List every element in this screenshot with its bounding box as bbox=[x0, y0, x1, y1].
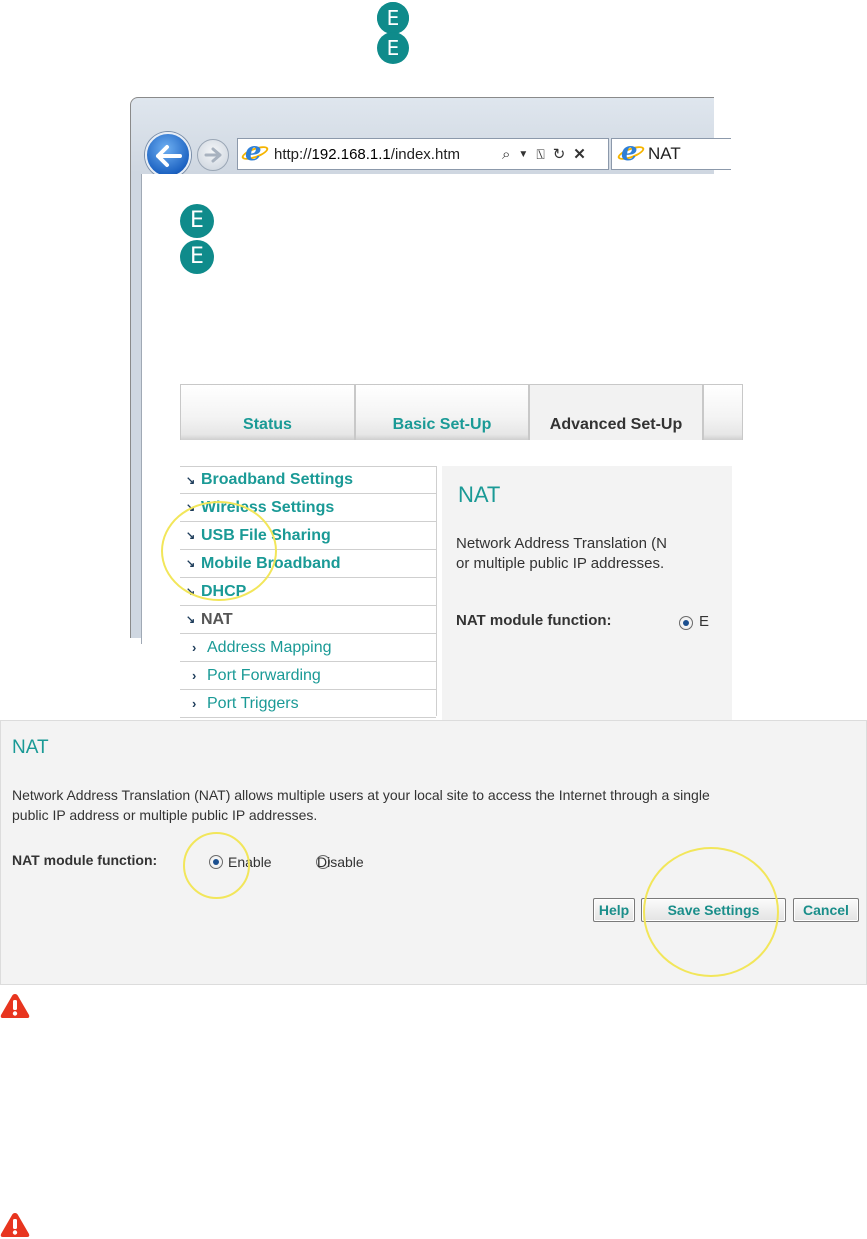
ie-icon: e bbox=[620, 143, 642, 165]
chevron-right-icon: › bbox=[192, 696, 197, 711]
tab-next[interactable] bbox=[703, 384, 743, 440]
highlight-circle bbox=[183, 832, 250, 899]
tab-title: NAT bbox=[648, 144, 681, 163]
router-logo-letter-2: E bbox=[180, 240, 214, 274]
arrow-icon: ↘ bbox=[186, 586, 196, 598]
menu-item-port-triggers[interactable]: › Port Triggers bbox=[180, 690, 436, 718]
ee-logo-letter-1: E bbox=[377, 2, 409, 34]
menu-item-wireless-settings[interactable]: ↘ Wireless Settings bbox=[180, 494, 436, 522]
arrow-icon: ↘ bbox=[186, 530, 196, 542]
compatibility-icon[interactable]: ⍂ bbox=[536, 145, 545, 162]
menu-item-nat[interactable]: ↘ NAT bbox=[180, 606, 436, 634]
save-settings-button[interactable]: Save Settings bbox=[641, 898, 786, 922]
enable-label[interactable]: Enable bbox=[228, 854, 272, 870]
url-text[interactable]: http://192.168.1.1/index.htm bbox=[274, 145, 460, 163]
address-bar[interactable] bbox=[237, 138, 609, 170]
arrow-icon: ↘ bbox=[186, 558, 196, 570]
forward-arrow-icon bbox=[204, 147, 222, 163]
main-nav bbox=[180, 384, 720, 440]
menu-item-port-forwarding[interactable]: › Port Forwarding bbox=[180, 662, 436, 690]
nat-module-function-label: NAT module function: bbox=[12, 852, 158, 868]
disable-label[interactable]: Disable bbox=[317, 854, 364, 870]
menu-item-address-mapping[interactable]: › Address Mapping bbox=[180, 634, 436, 662]
tab-status[interactable]: Status bbox=[180, 384, 355, 440]
highlight-circle bbox=[643, 847, 779, 977]
browser-tab-nat[interactable] bbox=[611, 138, 731, 170]
dropdown-icon[interactable]: ▼ bbox=[518, 148, 529, 160]
arrow-icon: ↘ bbox=[186, 614, 196, 626]
stop-icon[interactable]: ✕ bbox=[573, 146, 586, 163]
nat-panel-title: NAT bbox=[12, 737, 49, 758]
chevron-right-icon: › bbox=[192, 640, 197, 655]
description-line-1: Network Address Translation (N bbox=[456, 535, 667, 552]
tab-basic-setup[interactable]: Basic Set-Up bbox=[355, 384, 529, 440]
browser-window bbox=[130, 97, 714, 712]
page-title: NAT bbox=[458, 482, 501, 507]
enable-radio-label[interactable]: E bbox=[699, 613, 710, 630]
highlight-circle bbox=[161, 501, 277, 601]
cancel-button[interactable]: Cancel bbox=[793, 898, 859, 922]
description-line-2: or multiple public IP addresses. bbox=[456, 555, 665, 572]
tab-advanced-setup[interactable]: Advanced Set-Up bbox=[529, 384, 703, 440]
router-logo-letter-1: E bbox=[180, 204, 214, 238]
content-panel bbox=[442, 466, 732, 726]
chevron-right-icon: › bbox=[192, 668, 197, 683]
nat-description-line-2: public IP address or multiple public IP addresses. bbox=[12, 807, 318, 823]
menu-divider bbox=[436, 466, 437, 716]
menu-item-usb-file-sharing[interactable]: ↘ USB File Sharing bbox=[180, 522, 436, 550]
nat-description-line-1: Network Address Translation (NAT) allows multiple users at your local site to access the Internet through a single bbox=[12, 787, 710, 803]
back-button[interactable] bbox=[145, 132, 191, 178]
help-button[interactable]: Help bbox=[593, 898, 635, 922]
arrow-icon: ↘ bbox=[186, 474, 196, 487]
menu-item-dhcp[interactable]: ↘ DHCP bbox=[180, 578, 436, 606]
forward-button[interactable] bbox=[197, 139, 229, 171]
menu-item-mobile-broadband[interactable]: ↘ Mobile Broadband bbox=[180, 550, 436, 578]
enable-radio[interactable] bbox=[679, 616, 693, 630]
warning-icon bbox=[0, 1212, 30, 1238]
menu-item-broadband-settings[interactable]: ↘ Broadband Settings bbox=[180, 466, 436, 494]
warning-icon bbox=[0, 993, 30, 1019]
ee-logo-letter-2: E bbox=[377, 32, 409, 64]
back-arrow-icon bbox=[156, 145, 182, 167]
search-icon[interactable]: ⌕ bbox=[502, 145, 511, 163]
ie-icon: e bbox=[244, 143, 266, 165]
nat-module-label: NAT module function: bbox=[456, 612, 612, 629]
refresh-icon[interactable]: ↻ bbox=[552, 146, 566, 163]
nat-settings-panel bbox=[0, 720, 867, 985]
arrow-icon: ↘ bbox=[186, 502, 196, 514]
